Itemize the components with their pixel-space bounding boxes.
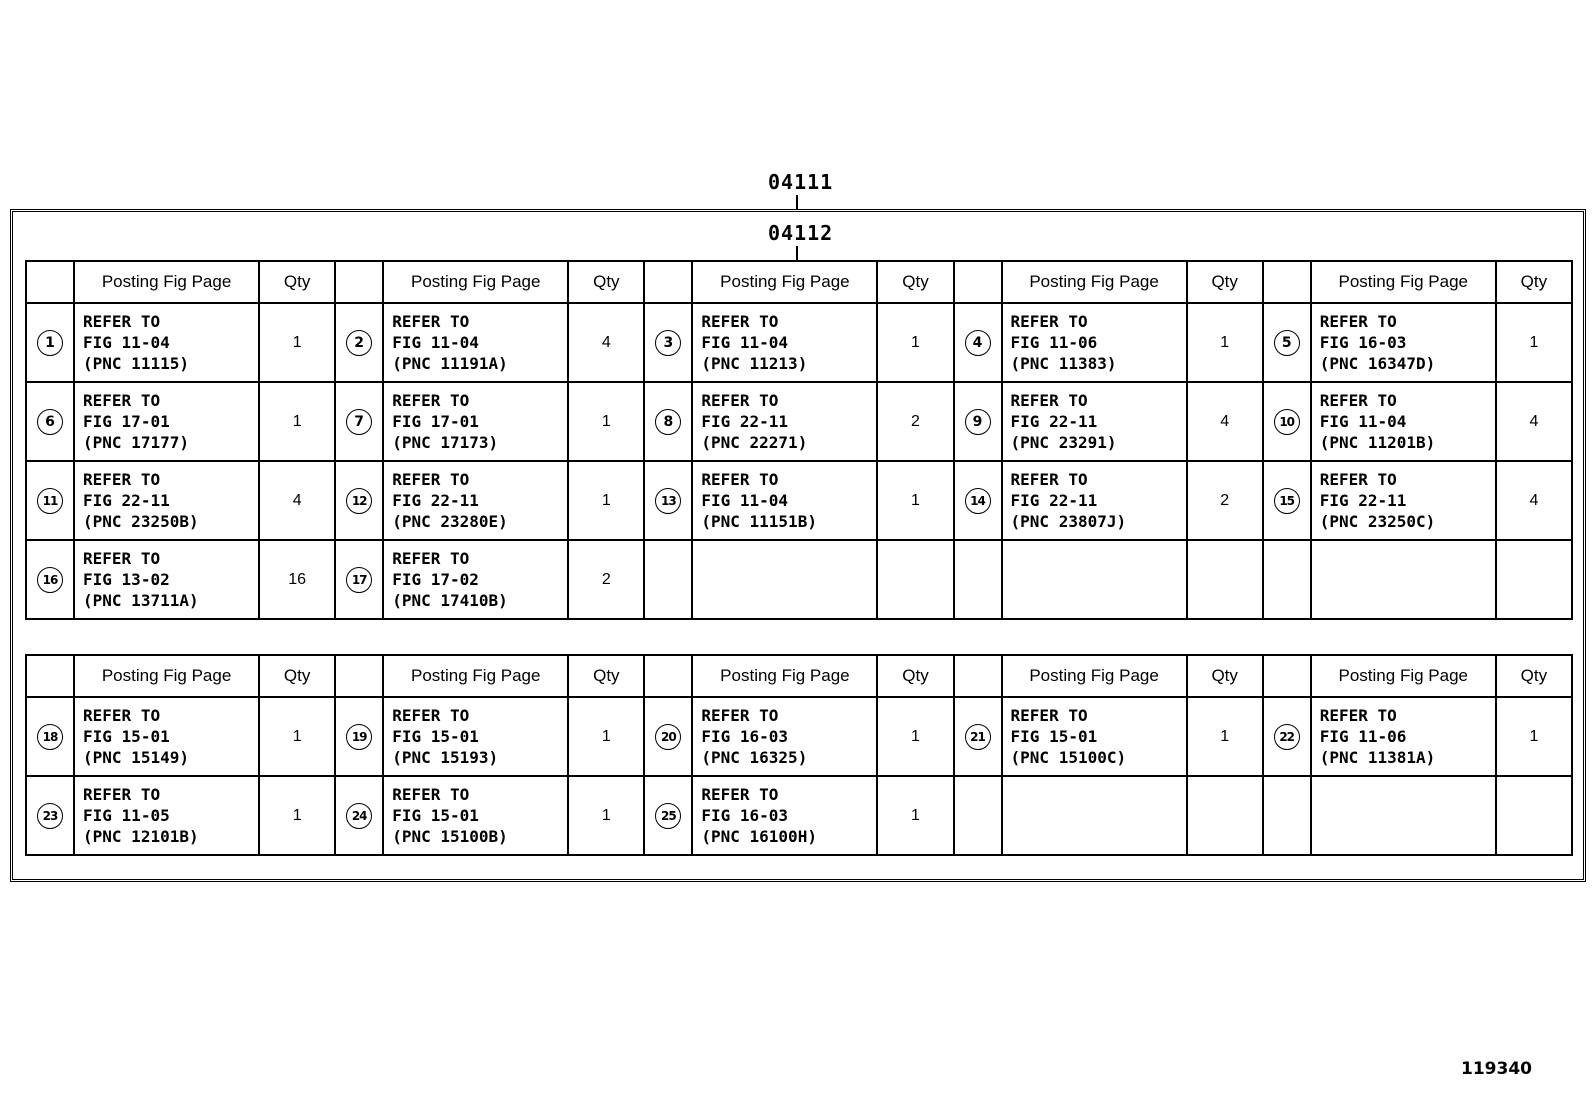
- refer-to-text: REFER TO: [1319, 706, 1397, 725]
- empty-reference-cell: [1311, 776, 1496, 855]
- qty-cell: 16: [259, 540, 335, 619]
- header-number-cell: [26, 655, 74, 697]
- posting-reference-cell: [74, 776, 259, 855]
- reference-number-cell: [335, 382, 383, 461]
- table-header-row: [26, 261, 1572, 303]
- pnc-reference: (PNC 23280E): [392, 512, 508, 531]
- refer-to-text: REFER TO: [1319, 470, 1397, 489]
- table-row: [26, 382, 1572, 461]
- qty-cell: 1: [877, 697, 953, 776]
- figure-reference: FIG 22-11: [392, 491, 479, 510]
- figure-reference: FIG 15-01: [392, 806, 479, 825]
- reference-number-cell: [644, 697, 692, 776]
- posting-reference-cell: [1002, 697, 1187, 776]
- reference-number-cell: [644, 461, 692, 540]
- header-qty: Qty: [1496, 261, 1572, 303]
- header-number-cell: [26, 261, 74, 303]
- refer-to-text: REFER TO: [701, 785, 779, 804]
- posting-reference-cell: [74, 540, 259, 619]
- table-row: [26, 303, 1572, 382]
- header-number-cell: [1263, 261, 1311, 303]
- qty-cell: 1: [1187, 303, 1263, 382]
- header-qty: Qty: [568, 655, 644, 697]
- header-qty: Qty: [259, 261, 335, 303]
- figure-reference: FIG 11-04: [701, 333, 789, 352]
- reference-number-badge: 13: [655, 488, 681, 514]
- reference-number-badge: 24: [346, 803, 372, 829]
- posting-reference-cell: [1311, 697, 1496, 776]
- figure-reference: FIG 17-02: [392, 570, 479, 589]
- reference-number-badge: 17: [346, 567, 372, 593]
- table-row: [26, 461, 1572, 540]
- header-posting-fig-page: Posting Fig Page: [74, 261, 259, 303]
- refer-to-text: REFER TO: [1319, 391, 1397, 410]
- qty-cell: 2: [1187, 461, 1263, 540]
- figure-reference: FIG 11-05: [83, 806, 170, 825]
- reference-number-cell: [954, 697, 1002, 776]
- header-number-cell: [335, 655, 383, 697]
- refer-to-text: REFER TO: [392, 549, 470, 568]
- header-posting-fig-page: Posting Fig Page: [692, 261, 877, 303]
- posting-reference-cell: [383, 776, 568, 855]
- reference-number-badge: 21: [965, 724, 991, 750]
- refer-to-text: REFER TO: [392, 470, 470, 489]
- assembly-label-04111: 04111: [768, 170, 834, 194]
- qty-cell: 1: [568, 776, 644, 855]
- header-posting-fig-page: Posting Fig Page: [692, 655, 877, 697]
- qty-cell: 1: [1187, 697, 1263, 776]
- posting-reference-cell: [74, 697, 259, 776]
- pnc-reference: (PNC 11115): [83, 354, 189, 373]
- refer-to-text: REFER TO: [83, 549, 161, 568]
- refer-to-text: REFER TO: [392, 706, 470, 725]
- refer-to-text: REFER TO: [1010, 706, 1088, 725]
- reference-number-cell: [1263, 382, 1311, 461]
- pnc-reference: (PNC 15100B): [392, 827, 508, 846]
- pnc-reference: (PNC 13711A): [83, 591, 199, 610]
- posting-reference-cell: [74, 382, 259, 461]
- posting-reference-cell: [1002, 461, 1187, 540]
- qty-cell: 1: [877, 303, 953, 382]
- header-qty: Qty: [1187, 261, 1263, 303]
- posting-reference-cell: [692, 303, 877, 382]
- refer-to-text: REFER TO: [1010, 391, 1088, 410]
- figure-reference: FIG 11-04: [392, 333, 479, 352]
- empty-number-cell: [954, 776, 1002, 855]
- posting-reference-cell: [74, 303, 259, 382]
- pnc-reference: (PNC 17410B): [392, 591, 508, 610]
- posting-reference-cell: [692, 461, 877, 540]
- figure-reference: FIG 22-11: [83, 491, 170, 510]
- reference-number-cell: [26, 303, 74, 382]
- reference-number-badge: 15: [1274, 488, 1300, 514]
- pnc-reference: (PNC 15193): [392, 748, 499, 767]
- empty-number-cell: [1263, 776, 1311, 855]
- reference-number-badge: 10: [1274, 409, 1300, 435]
- reference-number-badge: 20: [655, 724, 681, 750]
- posting-reference-cell: [74, 461, 259, 540]
- reference-number-cell: [335, 540, 383, 619]
- figure-reference: FIG 17-01: [83, 412, 170, 431]
- qty-cell: 4: [568, 303, 644, 382]
- pnc-reference: (PNC 16347D): [1319, 354, 1436, 373]
- figure-reference: FIG 16-03: [701, 806, 789, 825]
- qty-cell: 4: [1496, 382, 1572, 461]
- refer-to-text: REFER TO: [83, 470, 161, 489]
- reference-number-cell: [335, 303, 383, 382]
- refer-to-text: REFER TO: [701, 470, 779, 489]
- pnc-reference: (PNC 11381A): [1319, 748, 1436, 767]
- table-header-row: [26, 655, 1572, 697]
- refer-to-text: REFER TO: [1010, 312, 1088, 331]
- assembly-label-04112: 04112: [768, 221, 834, 245]
- header-number-cell: [644, 261, 692, 303]
- posting-reference-cell: [1002, 303, 1187, 382]
- posting-reference-cell: [692, 697, 877, 776]
- pnc-reference: (PNC 23291): [1010, 433, 1117, 452]
- empty-reference-cell: [692, 540, 877, 619]
- figure-reference: FIG 16-03: [1319, 333, 1407, 352]
- figure-reference: FIG 15-01: [83, 727, 170, 746]
- reference-number-cell: [26, 461, 74, 540]
- figure-reference: FIG 17-01: [392, 412, 479, 431]
- refer-to-text: REFER TO: [83, 785, 161, 804]
- figure-reference: FIG 15-01: [1010, 727, 1098, 746]
- empty-qty-cell: [1496, 776, 1572, 855]
- reference-number-badge: 25: [655, 803, 681, 829]
- pnc-reference: (PNC 23807J): [1010, 512, 1127, 531]
- refer-to-text: REFER TO: [701, 391, 779, 410]
- table-row: [26, 697, 1572, 776]
- qty-cell: 1: [877, 461, 953, 540]
- reference-number-badge: 2: [346, 330, 372, 356]
- pnc-reference: (PNC 16325): [701, 748, 808, 767]
- empty-qty-cell: [877, 540, 953, 619]
- pnc-reference: (PNC 11191A): [392, 354, 508, 373]
- pnc-reference: (PNC 11151B): [701, 512, 817, 531]
- figure-reference: FIG 22-11: [1010, 491, 1098, 510]
- header-posting-fig-page: Posting Fig Page: [383, 655, 568, 697]
- header-qty: Qty: [877, 261, 953, 303]
- posting-reference-cell: [383, 382, 568, 461]
- empty-reference-cell: [1002, 540, 1187, 619]
- reference-number-badge: 22: [1274, 724, 1300, 750]
- pnc-reference: (PNC 11213): [701, 354, 808, 373]
- header-posting-fig-page: Posting Fig Page: [1002, 261, 1187, 303]
- reference-number-badge: 14: [965, 488, 991, 514]
- reference-number-badge: 19: [346, 724, 372, 750]
- figure-reference: FIG 11-04: [1319, 412, 1407, 431]
- refer-to-text: REFER TO: [1010, 470, 1088, 489]
- pnc-reference: (PNC 11383): [1010, 354, 1117, 373]
- pnc-reference: (PNC 23250C): [1319, 512, 1436, 531]
- posting-reference-cell: [1311, 382, 1496, 461]
- refer-to-text: REFER TO: [701, 312, 779, 331]
- refer-to-text: REFER TO: [392, 785, 470, 804]
- header-qty: Qty: [568, 261, 644, 303]
- posting-reference-cell: [1311, 303, 1496, 382]
- empty-number-cell: [954, 540, 1002, 619]
- header-number-cell: [644, 655, 692, 697]
- figure-reference: FIG 22-11: [1010, 412, 1098, 431]
- header-qty: Qty: [1187, 655, 1263, 697]
- empty-reference-cell: [1311, 540, 1496, 619]
- qty-cell: 4: [259, 461, 335, 540]
- qty-cell: 1: [259, 697, 335, 776]
- reference-number-cell: [26, 697, 74, 776]
- reference-number-badge: 16: [37, 567, 63, 593]
- table-row: [26, 540, 1572, 619]
- pnc-reference: (PNC 16100H): [701, 827, 817, 846]
- pnc-reference: (PNC 23250B): [83, 512, 199, 531]
- reference-number-badge: 8: [655, 409, 681, 435]
- posting-reference-cell: [383, 461, 568, 540]
- qty-cell: 1: [259, 776, 335, 855]
- posting-reference-cell: [383, 540, 568, 619]
- reference-number-badge: 9: [965, 409, 991, 435]
- refer-to-text: REFER TO: [83, 706, 161, 725]
- leader-line-04112: [796, 246, 798, 260]
- refer-to-text: REFER TO: [1319, 312, 1397, 331]
- refer-to-text: REFER TO: [83, 312, 161, 331]
- figure-id: 119340: [1461, 1059, 1532, 1079]
- qty-cell: 1: [877, 776, 953, 855]
- reference-table-1: [25, 260, 1573, 620]
- reference-number-cell: [335, 776, 383, 855]
- reference-number-cell: [26, 776, 74, 855]
- pnc-reference: (PNC 22271): [701, 433, 808, 452]
- leader-line-04111: [796, 195, 798, 209]
- pnc-reference: (PNC 17177): [83, 433, 189, 452]
- reference-number-cell: [1263, 303, 1311, 382]
- reference-number-badge: 11: [37, 488, 63, 514]
- header-number-cell: [954, 261, 1002, 303]
- reference-number-cell: [954, 303, 1002, 382]
- posting-reference-cell: [383, 697, 568, 776]
- figure-reference: FIG 13-02: [83, 570, 170, 589]
- header-qty: Qty: [259, 655, 335, 697]
- refer-to-text: REFER TO: [392, 312, 470, 331]
- header-posting-fig-page: Posting Fig Page: [74, 655, 259, 697]
- empty-qty-cell: [1187, 776, 1263, 855]
- header-number-cell: [954, 655, 1002, 697]
- figure-reference: FIG 22-11: [1319, 491, 1407, 510]
- reference-number-badge: 5: [1274, 330, 1300, 356]
- empty-qty-cell: [1496, 540, 1572, 619]
- qty-cell: 2: [568, 540, 644, 619]
- qty-cell: 1: [568, 461, 644, 540]
- qty-cell: 4: [1496, 461, 1572, 540]
- reference-number-badge: 4: [965, 330, 991, 356]
- reference-number-badge: 1: [37, 330, 63, 356]
- reference-number-badge: 23: [37, 803, 63, 829]
- reference-number-cell: [644, 382, 692, 461]
- qty-cell: 1: [1496, 697, 1572, 776]
- refer-to-text: REFER TO: [83, 391, 161, 410]
- header-posting-fig-page: Posting Fig Page: [383, 261, 568, 303]
- reference-number-cell: [26, 382, 74, 461]
- qty-cell: 1: [1496, 303, 1572, 382]
- pnc-reference: (PNC 17173): [392, 433, 499, 452]
- qty-cell: 1: [259, 382, 335, 461]
- qty-cell: 1: [568, 697, 644, 776]
- reference-number-cell: [335, 697, 383, 776]
- header-qty: Qty: [1496, 655, 1572, 697]
- header-number-cell: [1263, 655, 1311, 697]
- reference-number-badge: 6: [37, 409, 63, 435]
- reference-table-2: [25, 654, 1573, 856]
- empty-qty-cell: [1187, 540, 1263, 619]
- reference-number-badge: 3: [655, 330, 681, 356]
- reference-number-cell: [1263, 697, 1311, 776]
- pnc-reference: (PNC 15100C): [1010, 748, 1127, 767]
- posting-reference-cell: [383, 303, 568, 382]
- qty-cell: 1: [259, 303, 335, 382]
- posting-reference-cell: [1311, 461, 1496, 540]
- reference-number-cell: [26, 540, 74, 619]
- reference-number-cell: [954, 461, 1002, 540]
- reference-number-cell: [335, 461, 383, 540]
- figure-reference: FIG 11-04: [701, 491, 789, 510]
- qty-cell: 1: [568, 382, 644, 461]
- empty-reference-cell: [1002, 776, 1187, 855]
- table-row: [26, 776, 1572, 855]
- refer-to-text: REFER TO: [392, 391, 470, 410]
- pnc-reference: (PNC 11201B): [1319, 433, 1436, 452]
- refer-to-text: REFER TO: [701, 706, 779, 725]
- reference-number-badge: 7: [346, 409, 372, 435]
- pnc-reference: (PNC 12101B): [83, 827, 199, 846]
- figure-reference: FIG 16-03: [701, 727, 789, 746]
- reference-number-cell: [644, 776, 692, 855]
- header-posting-fig-page: Posting Fig Page: [1311, 261, 1496, 303]
- figure-reference: FIG 11-04: [83, 333, 170, 352]
- figure-reference: FIG 15-01: [392, 727, 479, 746]
- header-posting-fig-page: Posting Fig Page: [1311, 655, 1496, 697]
- empty-number-cell: [1263, 540, 1311, 619]
- header-number-cell: [335, 261, 383, 303]
- posting-reference-cell: [1002, 382, 1187, 461]
- header-posting-fig-page: Posting Fig Page: [1002, 655, 1187, 697]
- empty-number-cell: [644, 540, 692, 619]
- posting-reference-cell: [692, 776, 877, 855]
- qty-cell: 2: [877, 382, 953, 461]
- header-qty: Qty: [877, 655, 953, 697]
- reference-number-cell: [954, 382, 1002, 461]
- reference-number-cell: [644, 303, 692, 382]
- figure-reference: FIG 11-06: [1010, 333, 1098, 352]
- figure-reference: FIG 11-06: [1319, 727, 1407, 746]
- reference-number-cell: [1263, 461, 1311, 540]
- reference-number-badge: 18: [37, 724, 63, 750]
- figure-reference: FIG 22-11: [701, 412, 789, 431]
- reference-number-badge: 12: [346, 488, 372, 514]
- qty-cell: 4: [1187, 382, 1263, 461]
- posting-reference-cell: [692, 382, 877, 461]
- pnc-reference: (PNC 15149): [83, 748, 189, 767]
